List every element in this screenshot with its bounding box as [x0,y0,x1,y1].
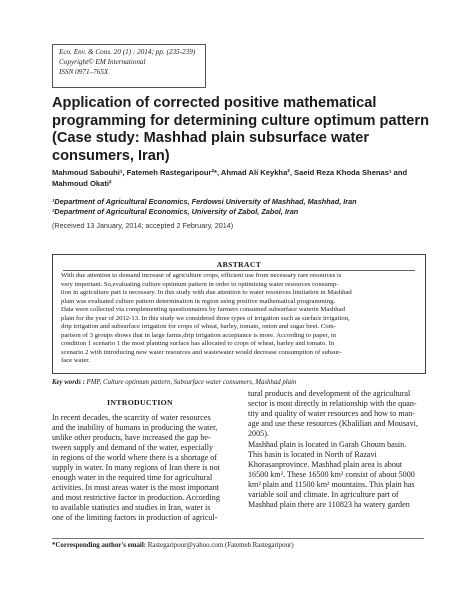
keywords-label: Key words : [52,379,85,386]
abstract-box [52,254,426,374]
abstract-line: face water. [61,357,90,364]
abstract-line: condition 1 scenario 1 the most planting surface has allocated to crops of wheat, barley and tomato. In [61,340,335,347]
journal-issn-line: ISSN 0971–765X [59,68,109,76]
journal-copyright-line: Copyright© EM International [59,58,146,66]
abstract-heading: ABSTRACT [216,260,262,269]
title-line: consumers, Iran) [52,147,170,164]
abstract-line: tion in agriculture part is necessary. In this study with due attention to water resources limitation in Mashhad [61,289,352,296]
intro-left-line: activities. In most areas water is the most important [52,483,220,492]
intro-right-line: sector is most directly in relationship with the quan- [248,399,417,408]
abstract-line: plain was evaluated culture pattern determination in region using positive mathematical programming. [61,297,336,305]
footnote-divider [52,538,424,539]
abstract-line: plain for the year of 2012-13. In this study we considered three types of irrigation such as surface irrigation, [61,314,350,322]
intro-left-line: and the inability of humans in producing the water, [52,423,218,432]
intro-right-line: 2005). [248,429,269,438]
author-line: Mahmoud Sabouhi¹, Fatemeh Rastegaripour²*, Ahmad Ali Keykha², Saeid Reza Khoda Shenas¹ and [52,168,408,177]
intro-right-line: Mashhad plain is located in Garah Ghoum basin. [248,440,407,449]
intro-left-line: one of the limiting factors in production of agricul- [52,513,218,522]
title-line: (Case study: Mashhad plain subsurface water [52,130,370,146]
intro-right-line: Khorasanprovince. Mashhad plain area is about [248,460,403,469]
title-line: programming for determining culture optimum pattern [52,112,430,129]
intro-left-line: tween supply and demand of the water, especially [52,443,214,452]
author-list [52,167,432,189]
received-dates: (Received 13 January, 2014; accepted 2 February, 2014) [52,221,234,230]
title-line: Application of corrected positive mathematical [52,95,377,111]
affiliation-line: ²Department of Agricultural Economics, University of Zabol, Zabol, Iran [52,207,299,216]
footnote-text: Rastegaripour@yahoo.com (Fatemeh Rastegaripour) [146,542,294,549]
intro-right-line: 16500 km². These 16500 km² consist of about 5000 [248,470,415,479]
intro-right-line: tural products and development of the agricultural [248,389,411,398]
affiliation-line: ¹Department of Agricultural Economics, Ferdowsi University of Mashhad, Mashhad, Iran [52,197,357,206]
abstract-line: Data were collected via complementing questionnaires by farmers consumed subsurface waterin Mashhad [61,306,345,313]
abstract-line: very important. So,evaluating culture optimum pattern in order to optimizing water resources consump- [61,280,339,288]
keywords [52,378,296,387]
intro-left-line: In recent decades, the scarcity of water resources [52,413,211,422]
intro-left-line: to available statistics and studies in Iran, water is [52,503,211,512]
corresponding-author-footnote [52,541,294,550]
intro-right-line: km² plain and 11500 km² mountains. This plain has [248,480,415,489]
affiliation-list [52,197,432,217]
intro-left-line: in regions of the world where there is a shortage of [52,453,217,462]
intro-left-line: and most restrictive factor in production. According [52,493,220,502]
intro-right-line: tity and quality of water resources and how to man- [248,409,415,418]
journal-citation-box [52,44,206,88]
abstract-text [61,272,417,366]
keywords-text: PMP, Culture optimum pattern, Subsurface water consumers, Mashhad plain [84,379,297,386]
abstract-line: parison of 3 groups shows that in large farms,drip irrigation acceptance is more. According to paper, in [61,331,337,339]
intro-left-line: enough water in the required time for agricultural [52,473,213,482]
paper-title [52,95,432,165]
abstract-line: drip irrigation and subsurface irrigation for crops of wheat, barley, tomato, onion and sugar beet. Com- [61,323,336,330]
intro-right-line: This basin is located in North of Razavi [248,450,377,459]
journal-volume-line: Eco. Env. & Cons. 20 (1) : 2014; pp. (235-239) [59,48,196,56]
abstract-divider [63,270,415,271]
abstract-line: With due attention to demand increase of agriculture crops, efficient use from necessary rare resources is [61,272,342,279]
intro-right-line: age and use these resources (Khalilian and Mousavi, [248,419,418,428]
abstract-line: scenario 2 with introducing new water resources and wastewater would decrease consumption of subsur- [61,348,342,356]
intro-right-line: variable soil and climate. In agriculture part of [248,490,399,499]
footnote-label: *Corresponding author's email: [52,542,147,549]
intro-left-line: unlike other products, have increased the gap be- [52,433,211,442]
introduction-heading: INTRODUCTION [107,398,173,407]
intro-right-line: Mashhad plain there are 110823 ha watery garden [248,500,410,509]
author-line: Mahmoud Okati² [52,179,112,188]
intro-left-line: supply in water. In many regions of Iran there is not [52,463,220,472]
